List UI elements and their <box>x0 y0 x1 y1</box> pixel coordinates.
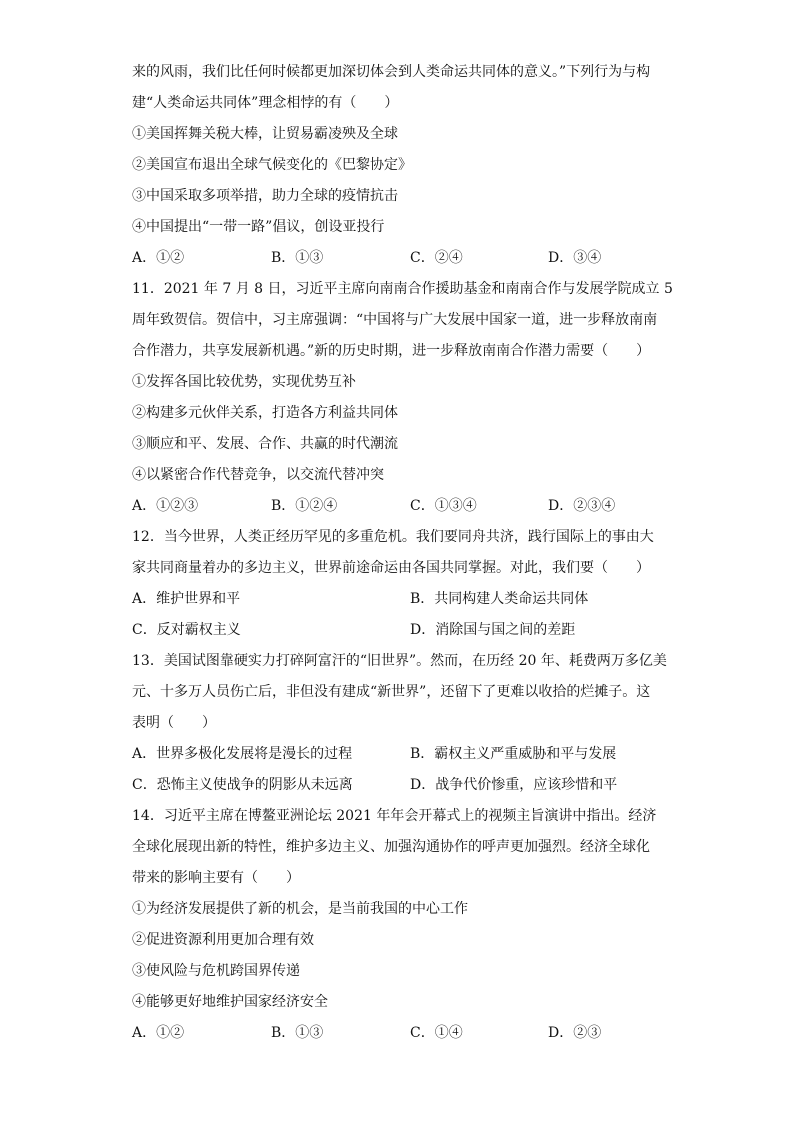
q13-option-c: C．恐怖主义使战争的阴影从未远离 <box>132 777 353 793</box>
q10-item-1: ①美国挥舞关税大棒，让贸易霸凌殃及全球 <box>132 126 398 142</box>
q10-stem-line-1: 来的风雨，我们比任何时候都更加深切体会到人类命运共同体的意义。”下列行为与构 <box>132 64 651 80</box>
q10-stem-line-2: 建“人类命运共同体”理念相悖的有（ ） <box>132 95 399 111</box>
q11-option-a: A．①②③ <box>132 498 199 514</box>
q14-stem-line-2: 全球化展现出新的特性，维护多边主义、加强沟通协作的呼声更加强烈。经济全球化 <box>132 839 650 855</box>
q12-option-c: C．反对霸权主义 <box>132 622 241 638</box>
q10-item-3: ③中国采取多项举措，助力全球的疫情抗击 <box>132 188 398 204</box>
q14-option-a: A．①② <box>132 1025 185 1041</box>
q13-option-d: D．战争代价惨重，应该珍惜和平 <box>410 777 618 793</box>
q11-option-d: D．②③④ <box>548 498 616 514</box>
q14-option-b: B．①③ <box>271 1025 324 1041</box>
q12-option-d: D．消除国与国之间的差距 <box>410 622 576 638</box>
q12-option-a: A．维护世界和平 <box>132 591 241 607</box>
q10-item-2: ②美国宣布退出全球气候变化的《巴黎协定》 <box>132 157 412 173</box>
q11-item-3: ③顺应和平、发展、合作、共赢的时代潮流 <box>132 436 398 452</box>
q14-stem-line-3: 带来的影响主要有（ ） <box>132 870 300 886</box>
q10-option-d: D．③④ <box>548 250 602 266</box>
q14-item-1: ①为经济发展提供了新的机会，是当前我国的中心工作 <box>132 901 468 917</box>
q14-stem-line-1: 14．习近平主席在博鳌亚洲论坛 2021 年年会开幕式上的视频主旨演讲中指出。经济 <box>132 808 657 824</box>
q13-stem-line-3: 表明（ ） <box>132 715 216 731</box>
q13-option-a: A．世界多极化发展将是漫长的过程 <box>132 746 353 762</box>
q13-stem-line-1: 13．美国试图靠硬实力打碎阿富汗的“旧世界”。然而，在历经 20 年、耗费两万多亿美 <box>132 653 667 669</box>
q14-item-2: ②促进资源利用更加合理有效 <box>132 932 314 948</box>
q12-option-b: B．共同构建人类命运共同体 <box>410 591 589 607</box>
q14-item-3: ③使风险与危机跨国界传递 <box>132 963 300 979</box>
q10-option-c: C．②④ <box>410 250 463 266</box>
q13-option-b: B．霸权主义严重威胁和平与发展 <box>410 746 617 762</box>
q10-option-a: A．①② <box>132 250 185 266</box>
q11-item-2: ②构建多元伙伴关系，打造各方利益共同体 <box>132 405 398 421</box>
q10-item-4: ④中国提出“一带一路”倡议，创设亚投行 <box>132 219 385 235</box>
q10-option-b: B．①③ <box>271 250 324 266</box>
q11-item-1: ①发挥各国比较优势，实现优势互补 <box>132 374 356 390</box>
q14-option-c: C．①④ <box>410 1025 463 1041</box>
q12-stem-line-1: 12．当今世界，人类正经历罕见的多重危机。我们要同舟共济，践行国际上的事由大 <box>132 529 654 545</box>
q11-item-4: ④以紧密合作代替竞争，以交流代替冲突 <box>132 467 384 483</box>
q11-stem-line-3: 合作潜力，共享发展新机遇。”新的历史时期，进一步释放南南合作潜力需要（ ） <box>132 343 651 359</box>
q13-stem-line-2: 元、十多万人员伤亡后，非但没有建成“新世界”，还留下了更难以收拾的烂摊子。这 <box>132 684 651 700</box>
q11-stem-line-1: 11．2021 年 7 月 8 日，习近平主席向南南合作援助基金和南南合作与发展学院成立 5 <box>132 281 673 297</box>
q11-option-c: C．①③④ <box>410 498 477 514</box>
q12-stem-line-2: 家共同商量着办的多边主义，世界前途命运由各国共同掌握。对此，我们要（ ） <box>132 560 650 576</box>
q11-stem-line-2: 周年致贺信。贺信中，习主席强调：“中国将与广大发展中国家一道，进一步释放南南 <box>132 312 658 328</box>
q14-item-4: ④能够更好地维护国家经济安全 <box>132 994 328 1010</box>
q11-option-b: B．①②④ <box>271 498 338 514</box>
q14-option-d: D．②③ <box>548 1025 602 1041</box>
